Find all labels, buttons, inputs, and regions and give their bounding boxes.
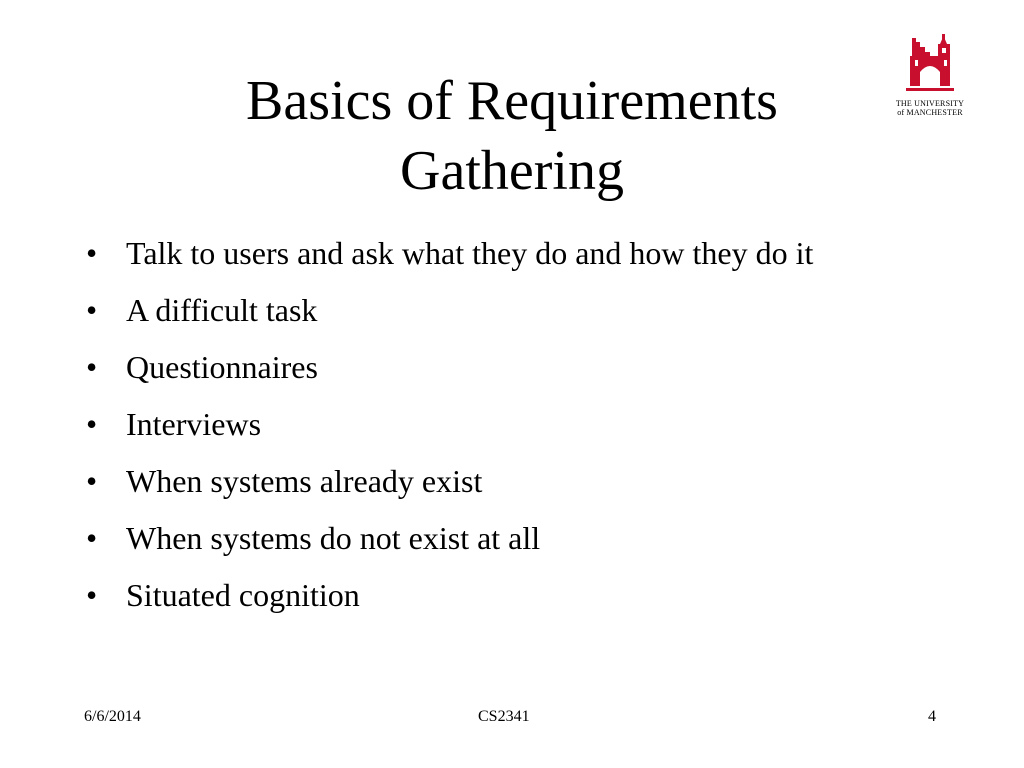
- university-crest-icon: [902, 32, 958, 96]
- bullet-list: [84, 232, 924, 631]
- bullet-text: Questionnaires: [126, 349, 318, 385]
- bullet-item: [84, 289, 924, 331]
- bullet-marker: •: [86, 235, 98, 271]
- bullet-text: Interviews: [126, 406, 262, 442]
- bullet-item: [84, 232, 924, 274]
- bullet-text: When systems do not exist at all: [126, 520, 541, 556]
- university-logo: [888, 32, 972, 122]
- bullet-marker: •: [86, 463, 98, 499]
- bullet-text: When systems already exist: [126, 463, 483, 499]
- bullet-marker: •: [86, 577, 98, 613]
- title-line-2: Gathering: [400, 140, 624, 202]
- slide-title: [120, 66, 904, 206]
- bullet-marker: •: [86, 520, 98, 556]
- footer-course-code: CS2341: [478, 708, 530, 725]
- bullet-marker: •: [86, 349, 98, 385]
- footer-date: 6/6/2014: [84, 708, 141, 725]
- bullet-item: [84, 403, 924, 445]
- bullet-text: Situated cognition: [126, 577, 360, 613]
- bullet-marker: •: [86, 406, 98, 442]
- bullet-item: [84, 346, 924, 388]
- bullet-text: A difficult task: [126, 292, 318, 328]
- logo-text-line-1: THE UNIVERSITY: [895, 99, 965, 108]
- bullet-item: [84, 460, 924, 502]
- title-line-1: Basics of Requirements: [246, 70, 778, 132]
- logo-text-line-2: of MANCHESTER: [897, 108, 963, 117]
- bullet-item: [84, 574, 924, 616]
- bullet-text: Talk to users and ask what they do and how they do it: [126, 235, 814, 271]
- bullet-item: [84, 517, 924, 559]
- footer-page-number: 4: [928, 708, 936, 725]
- bullet-marker: •: [86, 292, 98, 328]
